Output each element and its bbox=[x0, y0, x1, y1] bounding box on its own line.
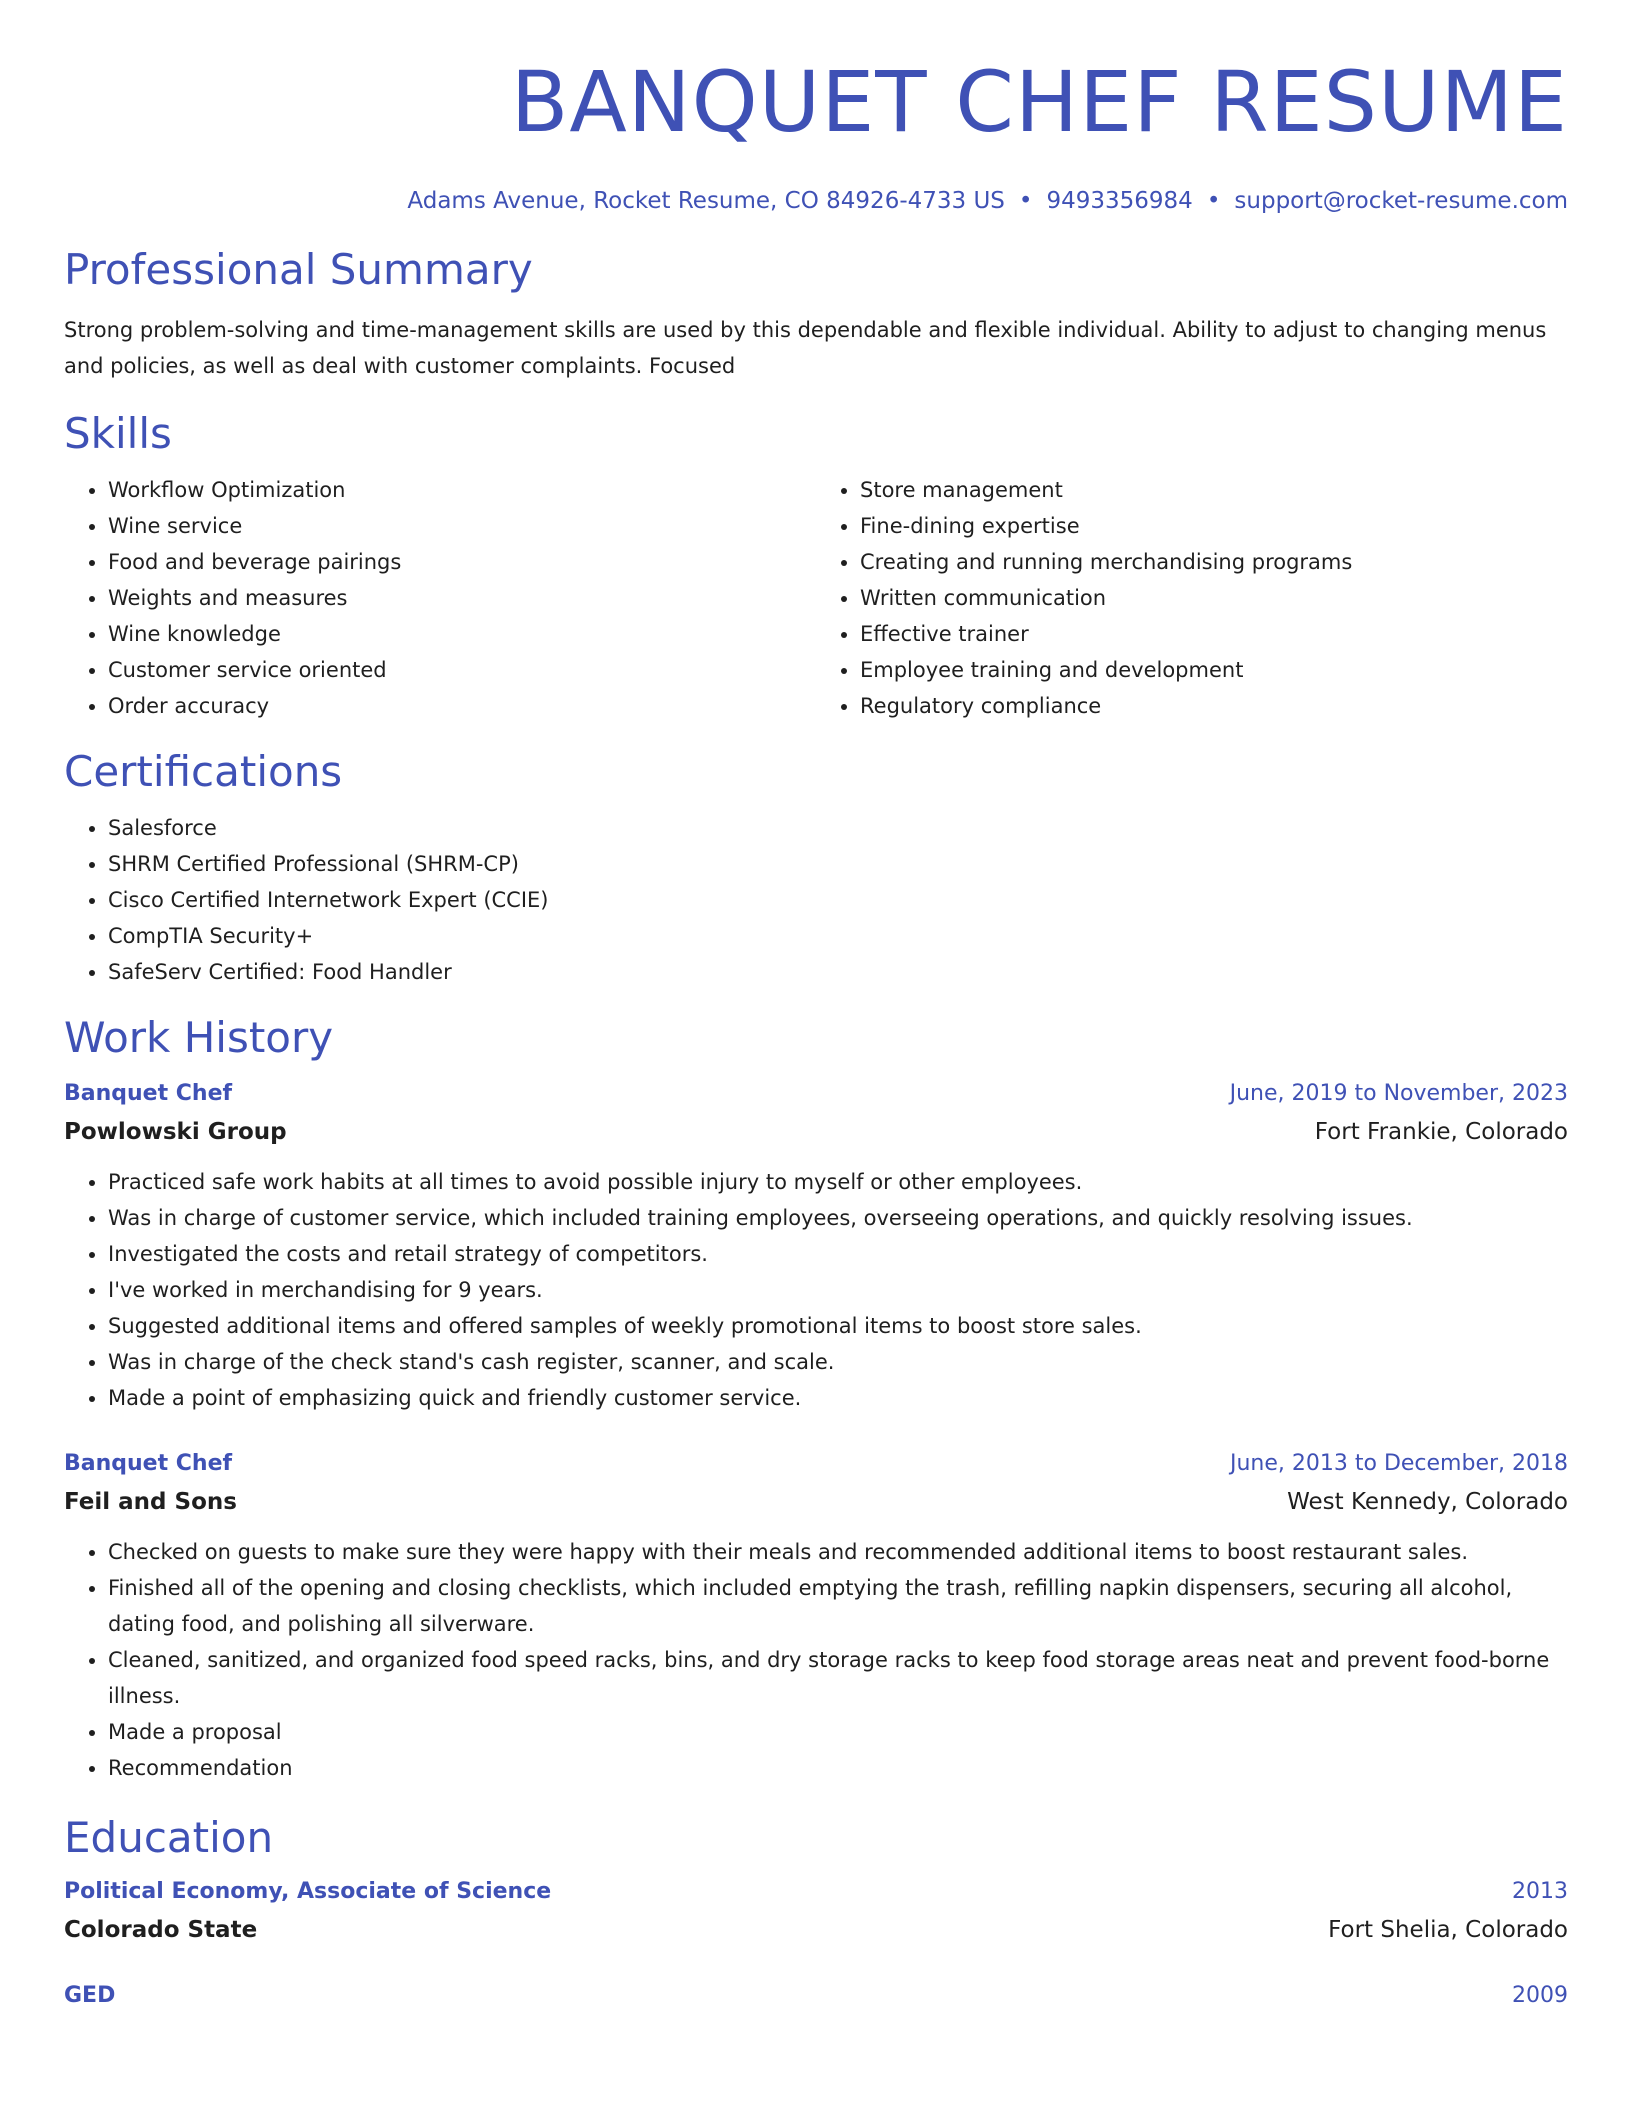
education-heading: Education bbox=[64, 1813, 274, 1862]
skill-item: • Wine service bbox=[108, 508, 816, 544]
job-bullet: • Made a point of emphasizing quick and friendly customer service. bbox=[108, 1380, 1568, 1416]
skill-item: • Order accuracy bbox=[108, 688, 816, 724]
resume-title: BANQUET CHEF RESUME bbox=[510, 53, 1568, 151]
skill-item: • Customer service oriented bbox=[108, 652, 816, 688]
job-dates: June, 2013 to December, 2018 bbox=[1229, 1451, 1568, 1476]
certification-item: • SHRM Certified Professional (SHRM-CP) bbox=[108, 846, 1568, 882]
work-history-heading: Work History bbox=[64, 1013, 334, 1062]
contact-line bbox=[64, 186, 1568, 216]
skill-item: • Fine-dining expertise bbox=[860, 508, 1568, 544]
skill-item: • Creating and running merchandising programs bbox=[860, 544, 1568, 580]
skills-right-list bbox=[816, 472, 1568, 724]
skills-heading: Skills bbox=[64, 409, 172, 458]
job-bullet: • Was in charge of the check stand's cash register, scanner, and scale. bbox=[108, 1344, 1568, 1380]
education-year: 2013 bbox=[1512, 1879, 1568, 1904]
job-bullet: • Recommendation bbox=[108, 1750, 1568, 1786]
contact-phone: 9493356984 bbox=[1046, 188, 1193, 214]
skill-item: • Employee training and development bbox=[860, 652, 1568, 688]
resume-page bbox=[64, 0, 1568, 2014]
skill-item: • Regulatory compliance bbox=[860, 688, 1568, 724]
certification-item: • SafeServ Certified: Food Handler bbox=[108, 954, 1568, 990]
certifications-list bbox=[64, 810, 1568, 990]
job-bullet: • Practiced safe work habits at all times to avoid possible injury to myself or other employees. bbox=[108, 1164, 1568, 1200]
job-bullet: • Made a proposal bbox=[108, 1714, 1568, 1750]
skill-item: • Weights and measures bbox=[108, 580, 816, 616]
education-degree: GED bbox=[64, 1983, 116, 2008]
job-bullet: • Cleaned, sanitized, and organized food speed racks, bins, and dry storage racks to keep food storage areas neat and prevent food-borne illness. bbox=[108, 1642, 1568, 1714]
summary-heading: Professional Summary bbox=[64, 245, 533, 294]
job-title: Banquet Chef bbox=[64, 1081, 233, 1106]
skill-item: • Effective trainer bbox=[860, 616, 1568, 652]
job-bullet: • Suggested additional items and offered samples of weekly promotional items to boost store sales. bbox=[108, 1308, 1568, 1344]
summary-text: Strong problem-solving and time-management skills are used by this dependable and flexible individual. Ability to adjust to changing menus and policies, as well as deal with customer complaints. Focused bbox=[64, 318, 1547, 378]
skill-item: • Store management bbox=[860, 472, 1568, 508]
certification-item: • Cisco Certified Internetwork Expert (CCIE) bbox=[108, 882, 1568, 918]
education-entry bbox=[64, 1874, 1568, 1950]
skill-item: • Food and beverage pairings bbox=[108, 544, 816, 580]
job-bullets bbox=[64, 1164, 1568, 1416]
education-year: 2009 bbox=[1512, 1983, 1568, 2008]
job-bullet: • I've worked in merchandising for 9 years. bbox=[108, 1272, 1568, 1308]
job-location: Fort Frankie, Colorado bbox=[1314, 1119, 1568, 1145]
job-bullet: • Investigated the costs and retail strategy of competitors. bbox=[108, 1236, 1568, 1272]
job-company: Feil and Sons bbox=[64, 1489, 237, 1515]
education-entry bbox=[64, 1978, 1568, 2014]
job-dates: June, 2019 to November, 2023 bbox=[1229, 1081, 1568, 1106]
contact-email: support@rocket-resume.com bbox=[1234, 188, 1568, 214]
job-entry bbox=[64, 1076, 1568, 1416]
skills-columns bbox=[64, 472, 1568, 724]
separator-dot: • bbox=[1206, 188, 1221, 214]
job-bullet: • Was in charge of customer service, which included training employees, overseeing operations, and quickly resolving issues. bbox=[108, 1200, 1568, 1236]
contact-address: Adams Avenue, Rocket Resume, CO 84926-4733 US bbox=[407, 188, 1005, 214]
skill-item: • Wine knowledge bbox=[108, 616, 816, 652]
certification-item: • Salesforce bbox=[108, 810, 1568, 846]
job-bullet: • Finished all of the opening and closing checklists, which included emptying the trash, refilling napkin dispensers, securing all alcohol, dating food, and polishing all silverware. bbox=[108, 1570, 1568, 1642]
job-title: Banquet Chef bbox=[64, 1451, 233, 1476]
certification-item: • CompTIA Security+ bbox=[108, 918, 1568, 954]
skill-item: • Written communication bbox=[860, 580, 1568, 616]
skill-item: • Workflow Optimization bbox=[108, 472, 816, 508]
job-bullets bbox=[64, 1534, 1568, 1786]
job-company: Powlowski Group bbox=[64, 1119, 287, 1145]
job-location: West Kennedy, Colorado bbox=[1287, 1489, 1568, 1515]
education-degree: Political Economy, Associate of Science bbox=[64, 1879, 552, 1904]
job-entry bbox=[64, 1446, 1568, 1786]
skills-left-list bbox=[64, 472, 816, 724]
education-location: Fort Shelia, Colorado bbox=[1328, 1917, 1568, 1943]
education-school: Colorado State bbox=[64, 1917, 258, 1943]
separator-dot: • bbox=[1018, 188, 1033, 214]
job-bullet: • Checked on guests to make sure they were happy with their meals and recommended additional items to boost restaurant sales. bbox=[108, 1534, 1568, 1570]
certifications-heading: Certifications bbox=[64, 747, 343, 796]
